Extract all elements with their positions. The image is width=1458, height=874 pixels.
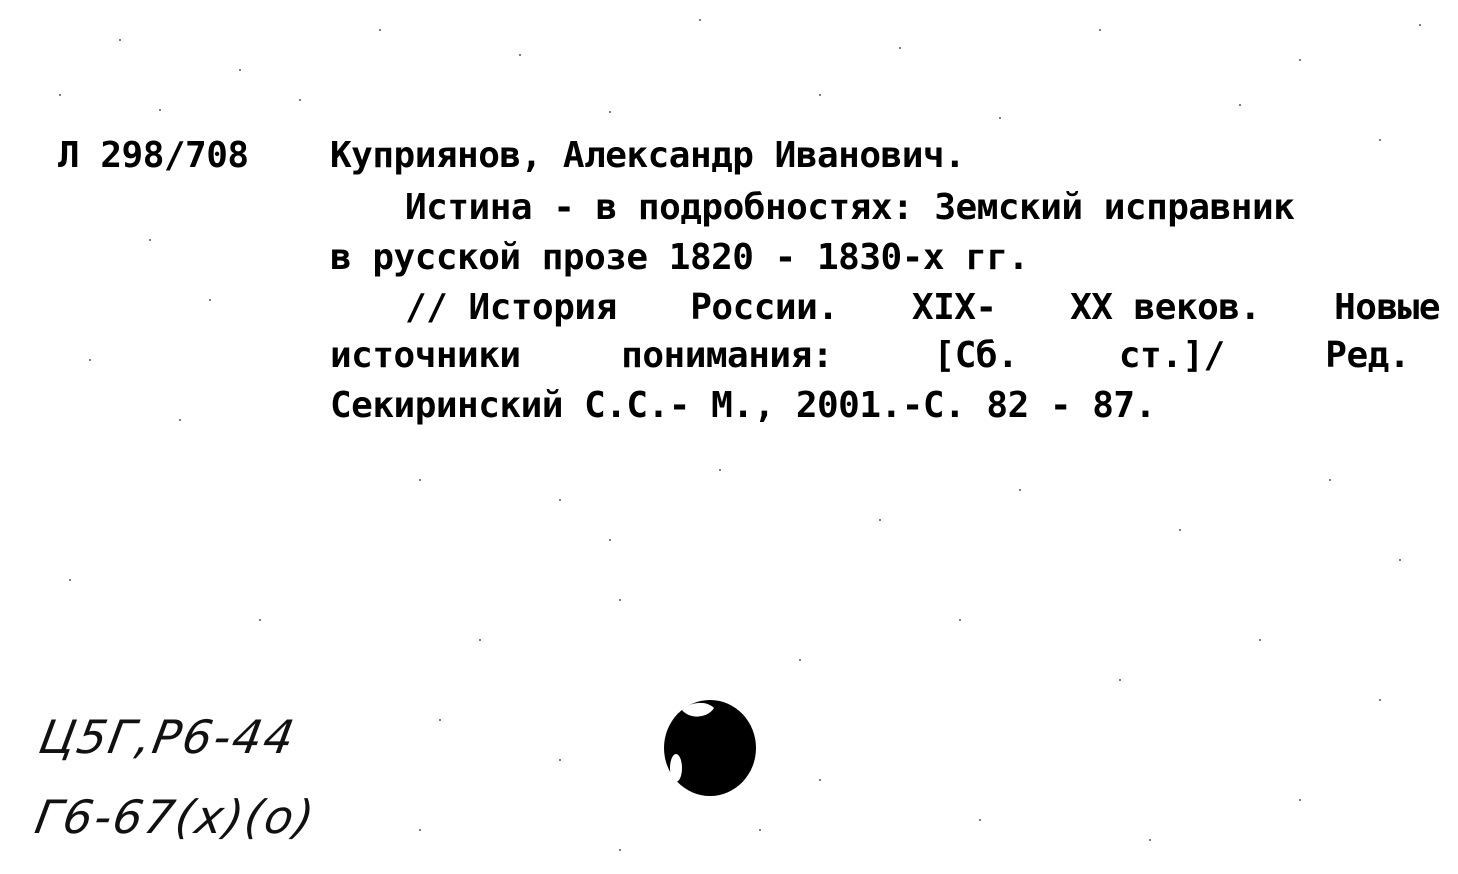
source-line-2-part: источники <box>330 335 521 376</box>
source-line-2-part: ст.]/ <box>1118 335 1225 376</box>
source-line-1 <box>405 286 1440 330</box>
source-line-1-part: России. <box>690 287 839 328</box>
source-line-2 <box>330 334 1410 378</box>
call-number: Л 298/708 <box>58 135 249 176</box>
source-line-1-part: // История <box>405 287 617 328</box>
source-line-2-part: Ред. <box>1325 335 1410 376</box>
source-line-2-part: [Сб. <box>933 335 1019 376</box>
title-line-1: Истина - в подробностях: Земский исправник <box>405 187 1295 228</box>
punch-hole-icon <box>660 698 756 798</box>
author-heading: Куприянов, Александр Иванович. <box>330 135 966 176</box>
source-line-1-part: XX веков. <box>1070 287 1261 328</box>
title-line-2: в русской прозе 1820 - 1830-х гг. <box>330 237 1029 278</box>
source-line-1-part: Новые <box>1334 287 1440 328</box>
source-line-2-part: понимания: <box>621 335 833 376</box>
handwritten-classification-2: Г6-67(х)(о) <box>31 790 320 844</box>
handwritten-classification-1: Ц5Г,Р6-44 <box>35 710 301 764</box>
source-line-1-part: XIX- <box>911 287 997 328</box>
source-line-3: Секиринский С.С.- М., 2001.-С. 82 - 87. <box>330 385 1156 426</box>
